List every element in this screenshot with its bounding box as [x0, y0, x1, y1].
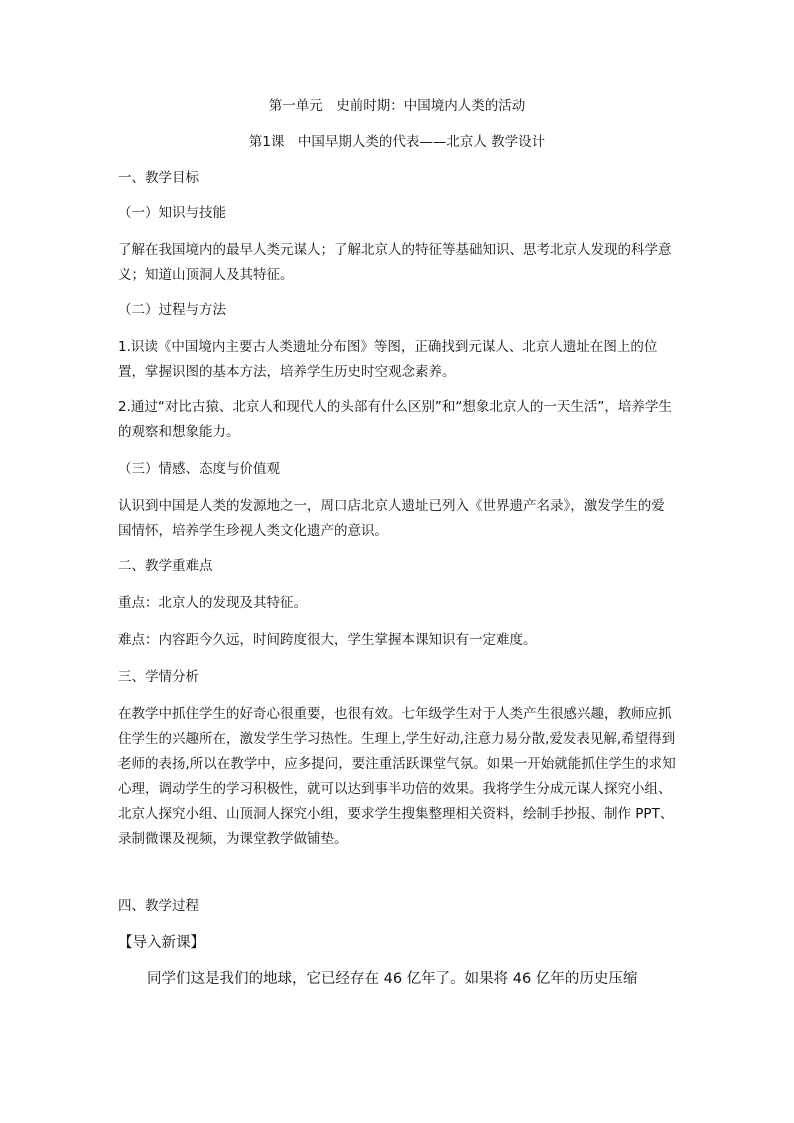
- process-item-2: 2.通过“对比古猿、北京人和现代人的头部有什么区别”和“想象北京人的一天生活”，培养学生的观察和想象能力。: [118, 399, 672, 440]
- intro-heading: 【导入新课】: [118, 935, 205, 951]
- key-point-difficulty: 难点：内容距今久远，时间跨度很大，学生掌握本课知识有一定难度。: [118, 632, 537, 648]
- section-heading-teaching-process: 四、教学过程: [118, 898, 199, 914]
- subsection-heading-knowledge: （一）知识与技能: [118, 205, 226, 221]
- knowledge-paragraph: 了解在我国境内的最早人类元谋人；了解北京人的特征等基础知识、思考北京人发现的科学意义；知道山顶洞人及其特征。: [118, 242, 672, 283]
- section-heading-analysis: 三、学情分析: [118, 669, 199, 685]
- analysis-paragraph: 在教学中抓住学生的好奇心很重要，也很有效。七年级学生对于人类产生很感兴趣，教师应抓住学生的兴趣所在，激发学生学习热性。生理上,学生好动,注意力易分散,爱发表见解,希望得到老师的表扬,所以在教学中，应多提问，要注重活跃课堂气氛。如果一开始就能抓住学生的求知心理，调动学生的学习积极性，就可以达到事半功倍的效果。我将学生分成元谋人探究小组、北京人探究小组、山顶洞人探究小组，要求学生搜集整理相关资料，绘制手抄报、制作 PPT、录制微课及视频，为课堂教学做铺垫。: [118, 706, 676, 847]
- emotion-paragraph: 认识到中国是人类的发源地之一，周口店北京人遗址已列入《世界遗产名录》，激发学生的爱国情怀，培养学生珍视人类文化遗产的意识。: [118, 498, 665, 539]
- section-heading-key-points: 二、教学重难点: [118, 558, 213, 574]
- document-content: [118, 96, 676, 993]
- process-item-1: 1.识读《中国境内主要古人类遗址分布图》等图，正确找到元谋人、北京人遗址在图上的位置，掌握识图的基本方法，培养学生历史时空观念素养。: [118, 339, 658, 380]
- section-heading-goals: 一、教学目标: [118, 170, 199, 186]
- subsection-heading-process-methods: （二）过程与方法: [118, 302, 226, 318]
- intro-paragraph: 同学们这是我们的地球，它已经存在 46 亿年了。如果将 46 亿年的历史压缩: [147, 971, 638, 987]
- subsection-heading-emotion: （三）情感、态度与价值观: [118, 461, 280, 477]
- unit-title: 第一单元 史前时期：中国境内人类的活动: [268, 98, 526, 114]
- lesson-title: 第1课 中国早期人类的代表——北京人 教学设计: [248, 134, 546, 150]
- key-point-focus: 重点：北京人的发现及其特征。: [118, 595, 307, 611]
